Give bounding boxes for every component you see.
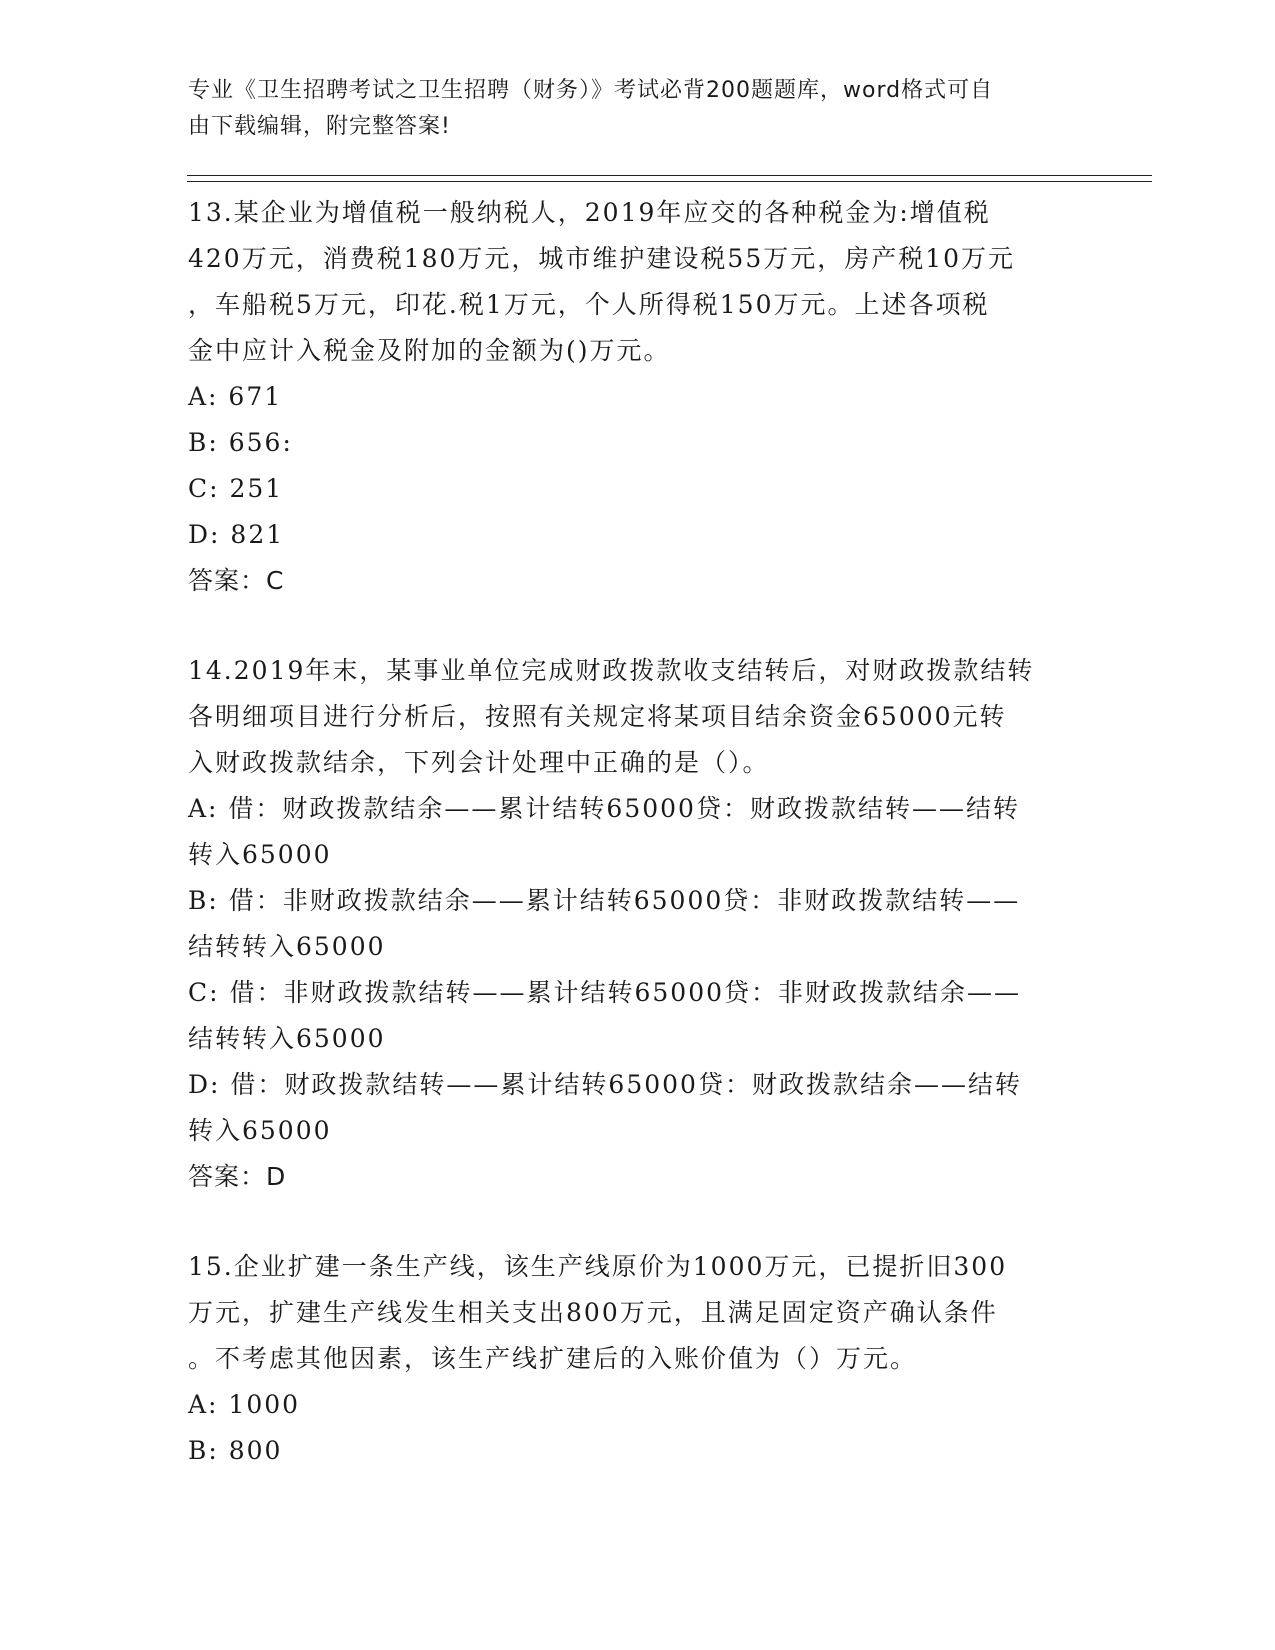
question-gap (188, 604, 1088, 648)
question-15 (188, 1244, 1088, 1474)
question-text-line: 13.某企业为增值税一般纳税人，2019年应交的各种税金为:增值税 (188, 198, 991, 227)
option-a: A: 1000 (188, 1390, 301, 1419)
option-d: D: 821 (188, 520, 285, 549)
answer-line: 答案：D (188, 1162, 287, 1191)
option-b: B: 借：非财政拨款结余——累计结转65000贷：非财政拨款结转—— (188, 886, 1021, 915)
header-rule-top (187, 175, 1152, 176)
question-13 (188, 190, 1088, 604)
question-text-line: 金中应计入税金及附加的金额为()万元。 (188, 336, 671, 365)
document-header (188, 73, 1068, 145)
answer-line: 答案：C (188, 566, 285, 595)
option-c: C: 借：非财政拨款结转——累计结转65000贷：非财政拨款结余—— (188, 978, 1022, 1007)
question-text-line: 15.企业扩建一条生产线，该生产线原价为1000万元，已提折旧300 (188, 1252, 1008, 1281)
question-text-line: 万元，扩建生产线发生相关支出800万元，且满足固定资产确认条件 (188, 1298, 998, 1327)
option-d-continued: 转入65000 (188, 1116, 332, 1145)
option-c: C: 251 (188, 474, 284, 503)
question-text-line: ，车船税5万元，印花.税1万元，个人所得税150万元。上述各项税 (188, 290, 990, 319)
option-b-continued: 结转转入65000 (188, 932, 386, 961)
question-text-line: 各明细项目进行分析后，按照有关规定将某项目结余资金65000元转 (188, 702, 1007, 731)
question-text-line: 420万元，消费税180万元，城市维护建设税55万元，房产税10万元 (188, 244, 1016, 273)
question-list (188, 190, 1088, 1474)
header-line: 由下载编辑，附完整答案! (188, 114, 451, 139)
question-14 (188, 648, 1088, 1200)
option-a-continued: 转入65000 (188, 840, 332, 869)
option-b: B: 656: (188, 428, 293, 457)
question-text-line: 入财政拨款结余，下列会计处理中正确的是（）。 (188, 748, 770, 777)
header-line: 专业《卫生招聘考试之卫生招聘（财务）》考试必背200题题库，word格式可自 (188, 78, 994, 103)
question-gap (188, 1200, 1088, 1244)
option-b: B: 800 (188, 1436, 283, 1465)
option-a: A: 671 (188, 382, 283, 411)
question-text-line: 14.2019年末，某事业单位完成财政拨款收支结转后，对财政拨款结转 (188, 656, 1035, 685)
option-c-continued: 结转转入65000 (188, 1024, 386, 1053)
option-a: A: 借：财政拨款结余——累计结转65000贷：财政拨款结转——结转 (188, 794, 1020, 823)
option-d: D: 借：财政拨款结转——累计结转65000贷：财政拨款结余——结转 (188, 1070, 1022, 1099)
question-text-line: 。不考虑其他因素，该生产线扩建后的入账价值为（）万元。 (188, 1344, 918, 1373)
header-rule-bottom (187, 181, 1152, 182)
